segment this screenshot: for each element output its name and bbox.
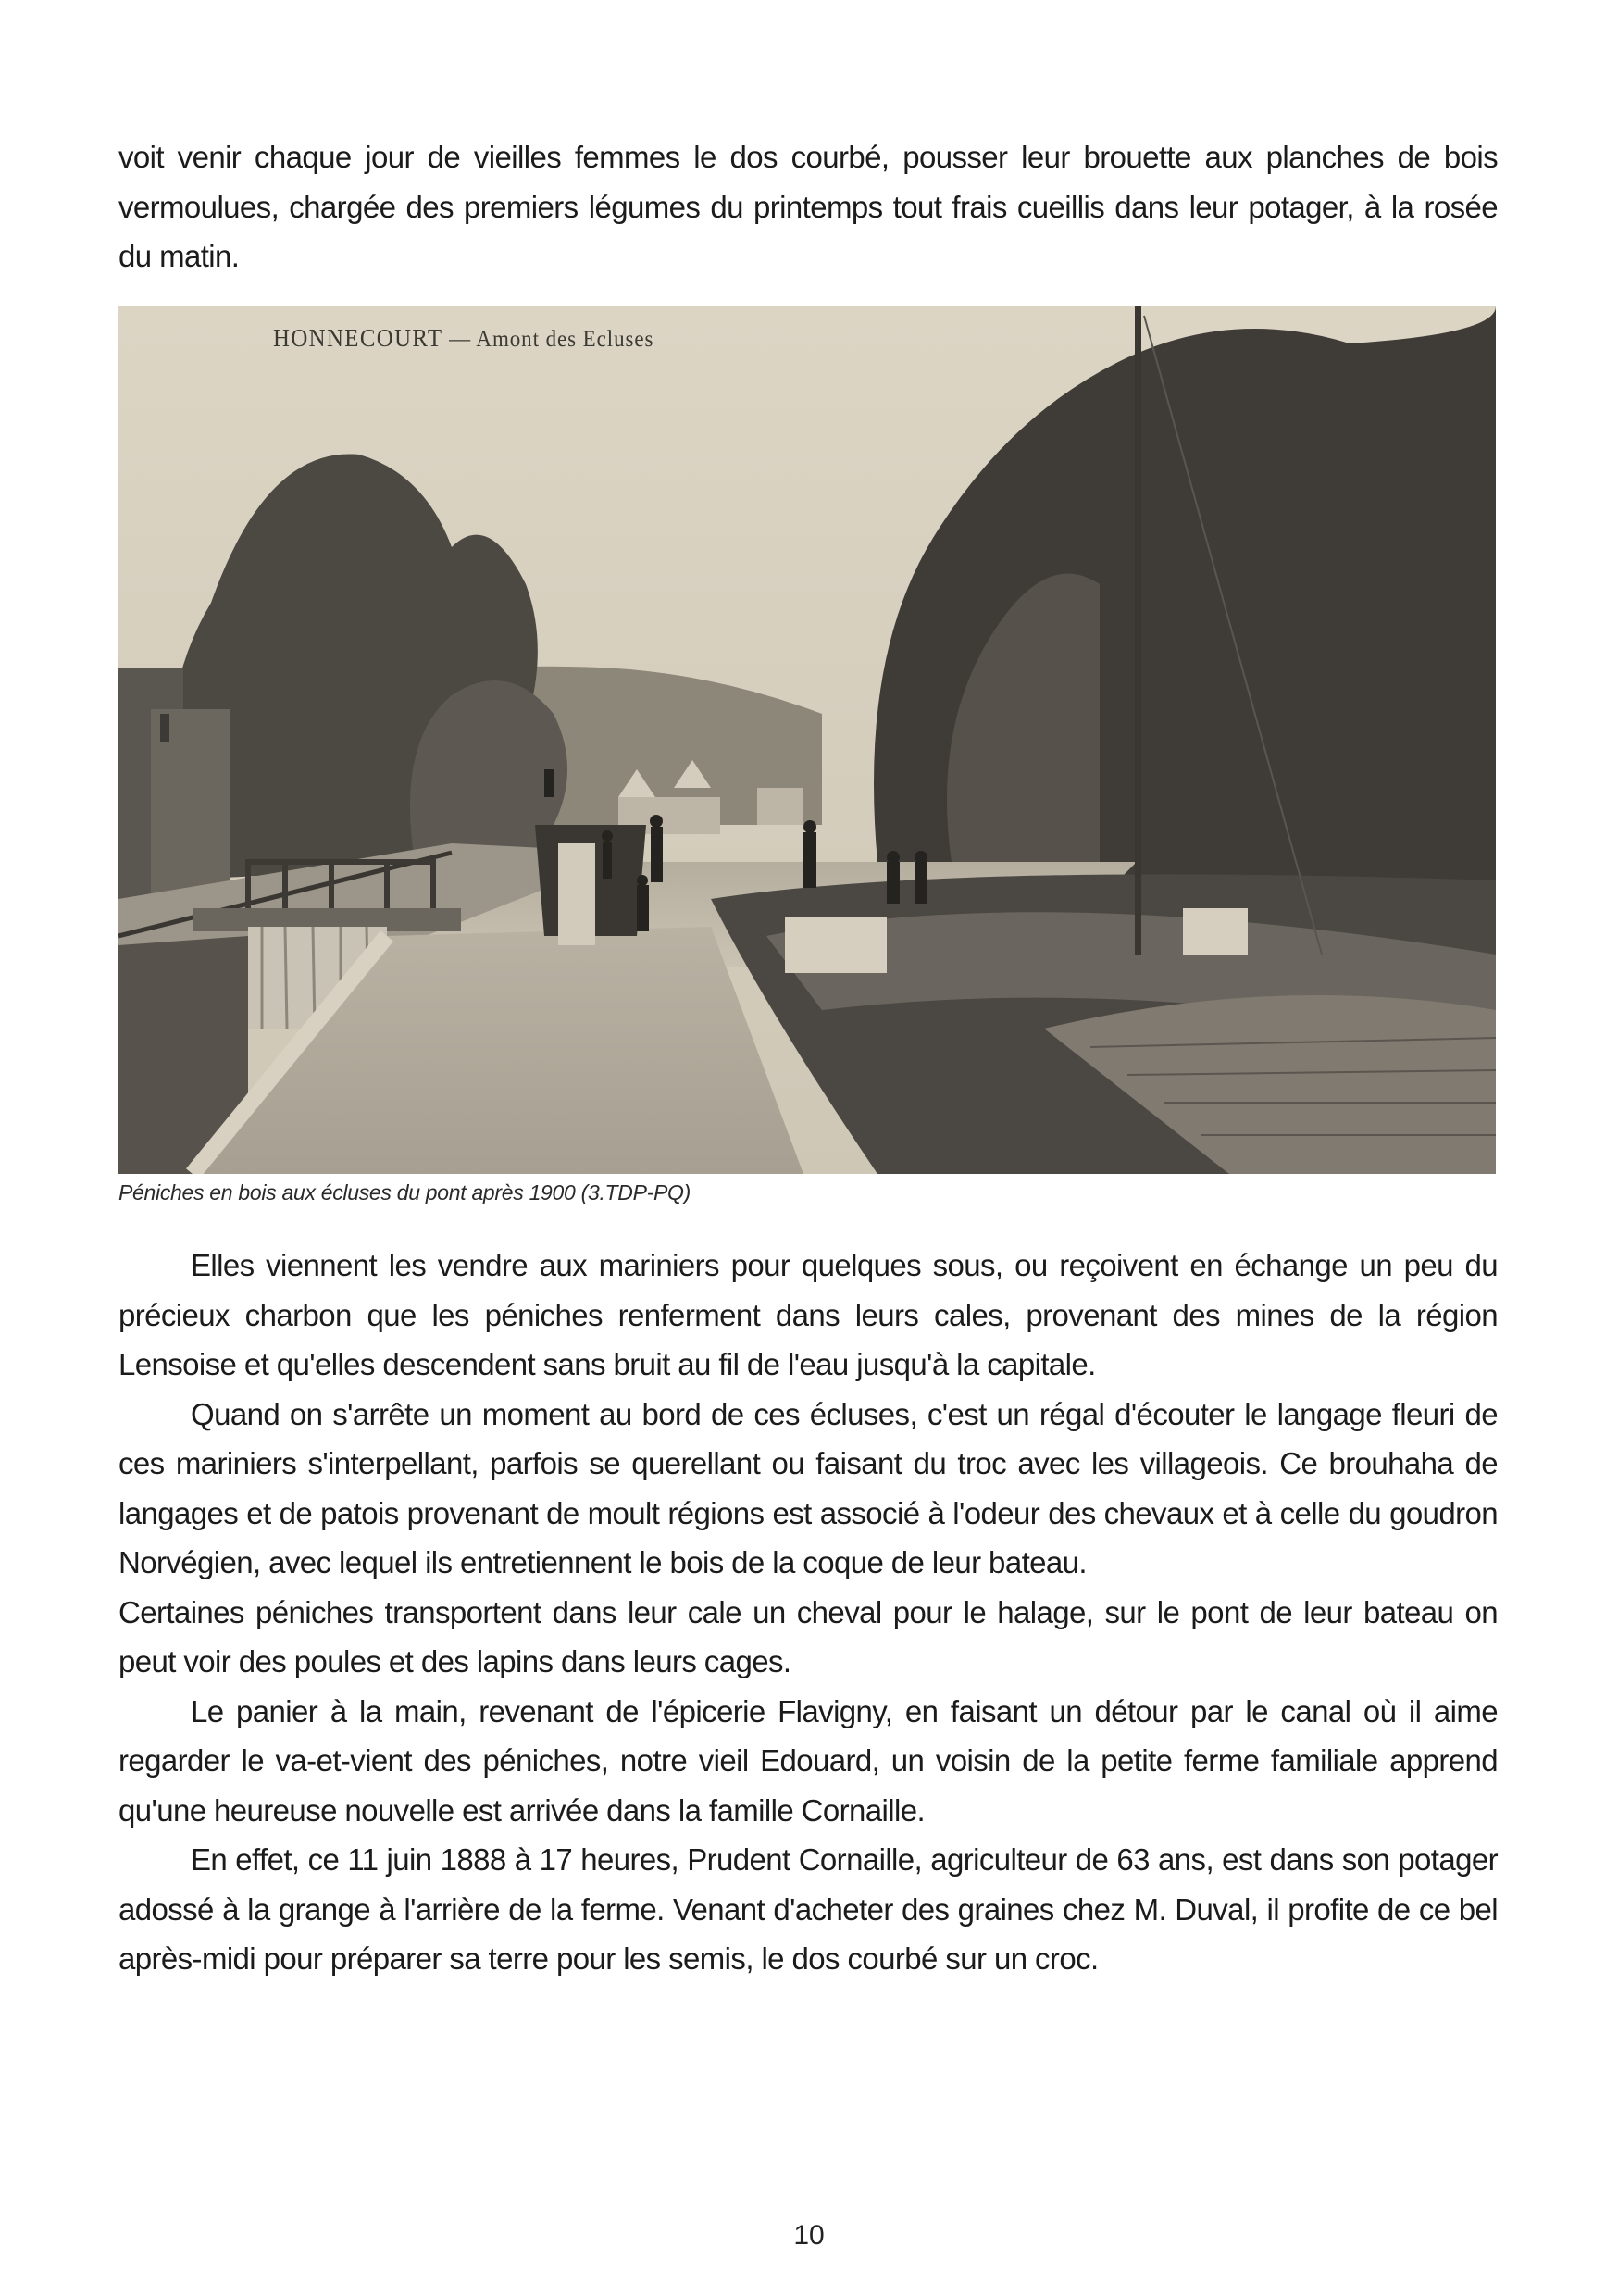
paragraph: Certaines péniches transportent dans leur cale un cheval pour le halage, sur le pont de leur bateau on peut voir des poules et des lapins dans leurs cages. bbox=[118, 1594, 1498, 1678]
text-block-main bbox=[118, 1241, 1498, 1984]
paragraph: Elles viennent les vendre aux mariniers pour quelques sous, ou reçoivent en échange un peu du précieux charbon que les péniches renferment dans leurs cales, provenant des mines de la région Lensoise et qu'elles descendent sans bruit au fil de l'eau jusqu'à la capitale. bbox=[118, 1248, 1498, 1381]
postcard-separator: — bbox=[449, 327, 472, 352]
barge-mast bbox=[1135, 306, 1141, 955]
text-block-top bbox=[118, 132, 1498, 281]
figure-caption: Péniches en bois aux écluses du pont après 1900 (3.TDP-PQ) bbox=[118, 1180, 691, 1204]
paragraph: Quand on s'arrête un moment au bord de ces écluses, c'est un régal d'écouter le langage fleuri de ces mariniers s'interpellant, parfois se querellant ou faisant du troc avec les villageois. Ce brouhaha de langages et de patois provenant de moult régions est associé à l'odeur des chevaux et à celle du goudron Norvégien, avec lequel ils entretiennent le bois de la coque de leur bateau. bbox=[118, 1396, 1498, 1579]
postcard-photo bbox=[118, 306, 1496, 1174]
postcard-place: HONNECOURT bbox=[273, 324, 443, 352]
postcard-subtitle: Amont des Ecluses bbox=[476, 327, 654, 352]
paragraph-continued: voit venir chaque jour de vieilles femmes le dos courbé, pousser leur brouette aux planches de bois vermoulues, chargée des premiers légumes du printemps tout frais cueillis dans leur potager, à la rosée du matin. bbox=[118, 140, 1498, 273]
postcard-title bbox=[273, 324, 653, 353]
canal-lock-photo bbox=[118, 306, 1496, 1174]
page-number: 10 bbox=[793, 2220, 825, 2251]
paragraph: En effet, ce 11 juin 1888 à 17 heures, Prudent Cornaille, agriculteur de 63 ans, est dans son potager adossé à la grange à l'arrière de la ferme. Venant d'acheter des graines chez M. Duval, il profite de ce bel après-midi pour préparer sa terre pour les semis, le dos courbé sur un croc. bbox=[118, 1842, 1498, 1976]
paragraph: Le panier à la main, revenant de l'épicerie Flavigny, en faisant un détour par le canal où il aime regarder le va-et-vient des péniches, notre vieil Edouard, un voisin de la petite ferme familiale apprend qu'une heureuse nouvelle est arrivée dans la famille Cornaille. bbox=[118, 1693, 1498, 1828]
